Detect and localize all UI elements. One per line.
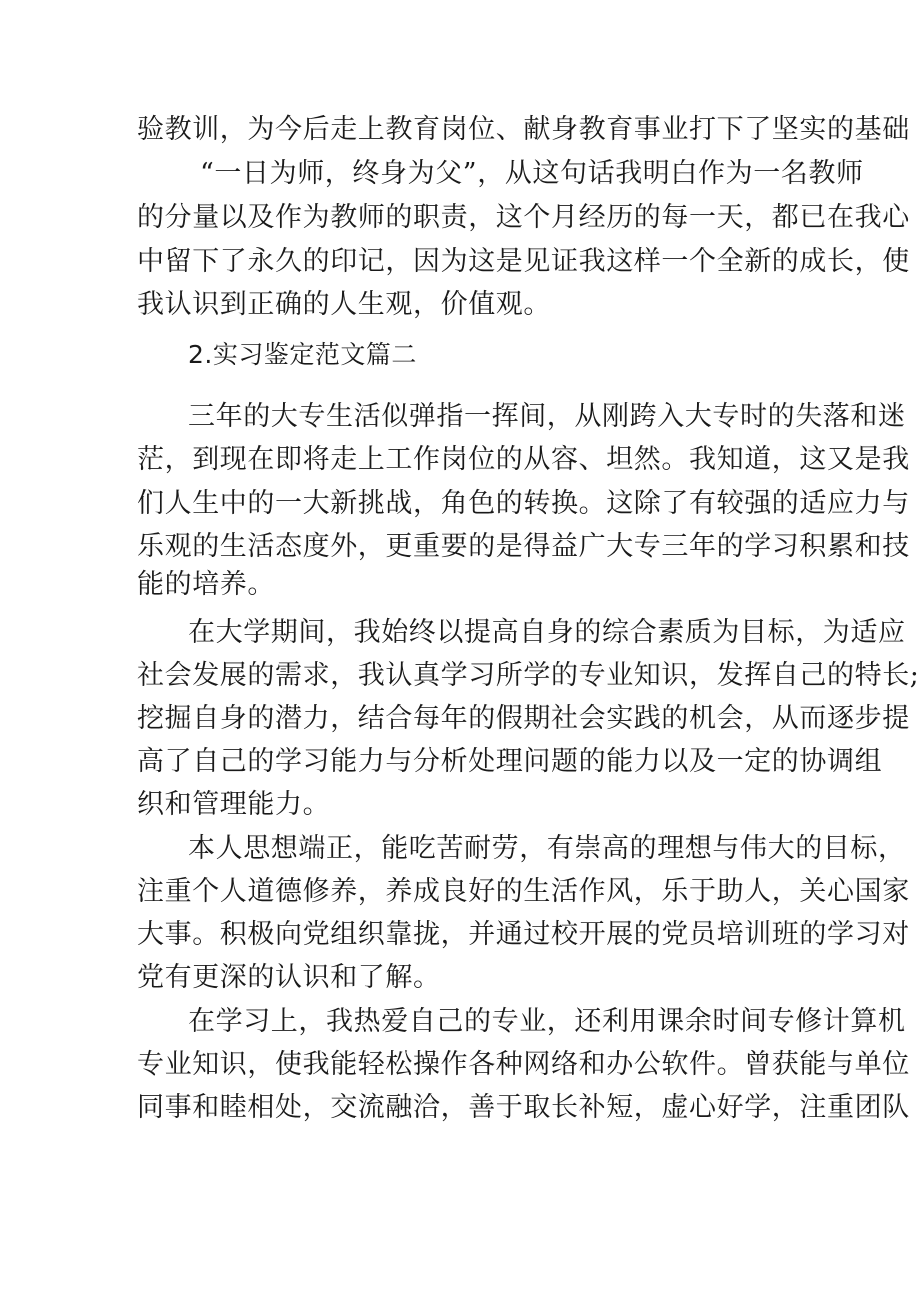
text-line: 挖掘自身的潜力，结合每年的假期社会实践的机会，从而逐步提 <box>137 703 910 734</box>
text-line: 的分量以及作为教师的职责，这个月经历的每一天，都已在我心 <box>137 202 910 233</box>
text-line: “一日为师，终身为父”，从这句话我明白作为一名教师 <box>200 158 864 189</box>
text-line: 中留下了永久的印记，因为这是见证我这样一个全新的成长，使 <box>137 246 910 277</box>
text-line: 社会发展的需求，我认真学习所学的专业知识，发挥自己的特长; <box>137 660 920 691</box>
text-line: 大事。积极向党组织靠拢，并通过校开展的党员培训班的学习对 <box>137 919 910 950</box>
section-heading: 2.实习鉴定范文篇二 <box>188 340 417 369</box>
text-line: 我认识到正确的人生观，价值观。 <box>137 289 551 320</box>
text-line: 能的培养。 <box>137 569 275 600</box>
text-line: 乐观的生活态度外，更重要的是得益广大专三年的学习积累和技 <box>137 531 910 562</box>
text-line: 专业知识，使我能轻松操作各种网络和办公软件。曾获能与单位 <box>137 1049 910 1080</box>
text-line: 在大学期间，我始终以提高自身的综合素质为目标，为适应 <box>188 617 906 648</box>
text-line: 注重个人道德修养，养成良好的生活作风，乐于助人，关心国家 <box>137 876 910 907</box>
text-line: 织和管理能力。 <box>137 789 331 820</box>
text-line: 同事和睦相处，交流融洽，善于取长补短，虚心好学，注重团队 <box>137 1092 910 1123</box>
text-line: 验教训，为今后走上教育岗位、献身教育事业打下了坚实的基础 <box>137 114 910 145</box>
text-line: 们人生中的一大新挑战，角色的转换。这除了有较强的适应力与 <box>137 488 910 519</box>
text-line: 在学习上，我热爱自己的专业，还利用课余时间专修计算机 <box>188 1006 906 1037</box>
text-line: 本人思想端正，能吃苦耐劳，有崇高的理想与伟大的目标， <box>188 833 906 864</box>
text-line: 茫，到现在即将走上工作岗位的从容、坦然。我知道，这又是我 <box>137 444 910 475</box>
text-line: 高了自己的学习能力与分析处理问题的能力以及一定的协调组 <box>137 746 883 777</box>
text-line: 三年的大专生活似弹指一挥间，从刚跨入大专时的失落和迷 <box>188 401 906 432</box>
text-line: 党有更深的认识和了解。 <box>137 962 441 993</box>
